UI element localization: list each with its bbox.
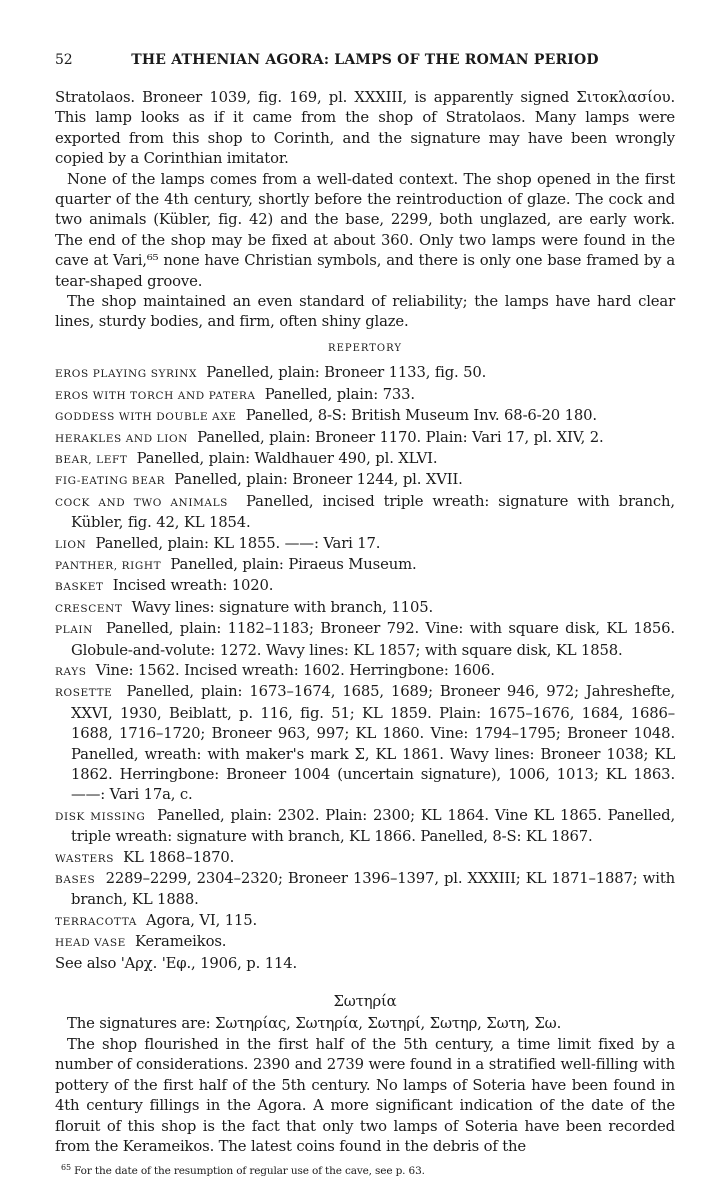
entry-text: Panelled, plain: 1673–1674, 1685, 1689; Broneer 946, 972; Jahreshefte, XXVI, 1930, Beiblatt, p. 116, fig. 51; KL 1859. Plain: 1675–1676, 1684, 1686–1688, 1716–1720; Broneer 963, 997; KL 1860. Vine: 1794–1795; Broneer 1048. Panelled, wreath: with maker's mark Σ, KL 1861. Wavy lines: Broneer 1038; KL 1862. Herringbone: Broneer 1004 (uncertain signature), 1006, 1013; KL 1863. ——: Vari 17a, c.	[71, 683, 676, 804]
paragraph: The shop maintained an even standard of reliability; the lamps have hard clear lines, sturdy bodies, and firm, often shiny glaze.	[55, 293, 675, 331]
entry-text: Panelled, plain: 2302. Plain: 2300; KL 1864. Vine KL 1865. Panelled, triple wreath: signature with branch, KL 1866. Panelled, 8-S: KL 1867.	[71, 806, 676, 846]
repertory-entry	[55, 363, 675, 384]
repertory-entry	[55, 806, 675, 848]
entry-text: Panelled, plain: Broneer 1244, pl. XVII.	[174, 471, 463, 489]
running-title: THE ATHENIAN AGORA: LAMPS OF THE ROMAN PERIOD	[131, 52, 599, 68]
entry-label: DISK MISSING	[55, 810, 146, 823]
entry-text: Kerameikos.	[134, 933, 227, 951]
entry-text: KL 1868–1870.	[123, 848, 235, 866]
entry-text: Incised wreath: 1020.	[112, 577, 274, 595]
entry-label: LION	[55, 538, 87, 551]
repertory-entry	[55, 661, 675, 682]
entry-label: WASTERS	[55, 852, 115, 865]
repertory-entry	[55, 619, 675, 661]
entry-label: BEAR, LEFT	[55, 453, 128, 466]
entry-label: FIG-EATING BEAR	[55, 475, 166, 488]
entry-text: Panelled, 8-S: British Museum Inv. 68-6-20 180.	[245, 407, 597, 425]
entry-label: COCK AND TWO ANIMALS	[55, 496, 228, 509]
entry-label: BASES	[55, 874, 96, 887]
footnote-mark: 65	[61, 1163, 71, 1173]
page-header	[55, 50, 675, 72]
repertory-entry	[55, 932, 675, 953]
repertory-entry	[55, 682, 675, 805]
entry-label: BASKET	[55, 581, 104, 594]
page-number: 52	[55, 52, 73, 68]
repertory-entry	[55, 911, 675, 932]
entry-label: RAYS	[55, 665, 87, 678]
paragraph: The shop flourished in the first half of the 5th century, a time limit fixed by a number of considerations. 2390 and 2739 were found in a stratified well-filling with pottery of the first half of the 5th century. No lamps of Soteria have been found in 4th century fillings in the Agora. A more significant indication of the date of the floruit of this shop is the fact that only two lamps of Soteria have been recorded from the Kerameikos. The latest coins found in the debris of the	[55, 1035, 675, 1155]
page	[55, 50, 675, 1178]
repertory-entry	[55, 555, 675, 576]
repertory-entry	[55, 848, 675, 869]
entry-text: Agora, VI, 115.	[146, 911, 258, 929]
entry-label: CRESCENT	[55, 602, 123, 615]
repertory-entry	[55, 492, 675, 534]
soteria-section	[55, 1014, 675, 1157]
paragraph: Stratolaos. Broneer 1039, fig. 169, pl. XXXIII, is apparently signed Σιτοκλασίου. This lamp looks as if it came from the shop of Stratolaos. Many lamps were exported from this shop to Corinth, and the signature may have been wrongly copied by a Corinthian imitator.	[55, 89, 675, 168]
repertory-entry	[55, 576, 675, 597]
entry-label: PLAIN	[55, 624, 93, 637]
paragraph: The signatures are: Σωτηρίας, Σωτηρία, Σωτηρί, Σωτηρ, Σωτη, Σω.	[67, 1015, 562, 1033]
entry-text: Panelled, plain: Broneer 1133, fig. 50.	[206, 364, 487, 382]
entry-label: GODDESS WITH DOUBLE AXE	[55, 411, 237, 424]
repertory-entry	[55, 385, 675, 406]
entry-label: PANTHER, RIGHT	[55, 559, 162, 572]
repertory-entry	[55, 428, 675, 449]
repertory-entry	[55, 470, 675, 491]
intro-section	[55, 88, 675, 333]
repertory-list	[55, 363, 675, 974]
footnote	[55, 1161, 675, 1178]
repertory-entry	[55, 406, 675, 427]
entry-text: Panelled, plain: 1182–1183; Broneer 792. Vine: with square disk, KL 1856. Globule-and-volute: 1272. Wavy lines: KL 1857; with square disk, KL 1858.	[71, 620, 675, 659]
entry-text: Panelled, plain: KL 1855. ——: Vari 17.	[95, 534, 381, 552]
repertory-entry	[55, 869, 675, 911]
entry-text: Vine: 1562. Incised wreath: 1602. Herringbone: 1606.	[95, 661, 495, 679]
entry-label: HEAD VASE	[55, 937, 126, 950]
entry-text: Panelled, plain: 733.	[264, 385, 415, 403]
entry-text: Wavy lines: signature with branch, 1105.	[131, 598, 434, 616]
entry-text: Panelled, plain: Waldhauer 490, pl. XLVI.	[136, 449, 438, 467]
repertory-entry	[55, 449, 675, 470]
entry-label: ROSETTE	[55, 687, 113, 700]
repertory-entry	[55, 598, 675, 619]
entry-text: Panelled, plain: Piraeus Museum.	[170, 555, 417, 573]
entry-label: EROS WITH TORCH AND PATERA	[55, 389, 256, 402]
entry-label: EROS PLAYING SYRINX	[55, 368, 198, 381]
repertory-heading: REPERTORY	[328, 342, 402, 354]
entry-text: Panelled, plain: Broneer 1170. Plain: Vari 17, pl. XIV, 2.	[197, 428, 604, 446]
see-also: See also 'Αρχ. 'Εφ., 1906, p. 114.	[55, 954, 298, 972]
entry-label: TERRACOTTA	[55, 915, 137, 928]
footnote-text: For the date of the resumption of regular use of the cave, see p. 63.	[74, 1165, 425, 1178]
entry-text: 2289–2299, 2304–2320; Broneer 1396–1397, pl. XXXIII; KL 1871–1887; with branch, KL 1888.	[71, 870, 676, 909]
entry-text: Panelled, incised triple wreath: signature with branch, Kübler, fig. 42, KL 1854.	[71, 492, 675, 532]
repertory-entry	[55, 534, 675, 555]
entry-label: HERAKLES AND LION	[55, 432, 188, 445]
paragraph: None of the lamps comes from a well-dated context. The shop opened in the first quarter of the 4th century, shortly before the reintroduction of glaze. The cock and two animals (Kübler, fig. 42) and the base, 2299, both unglazed, are early work. The end of the shop may be fixed at about 360. Only two lamps were found in the cave at Vari,⁶⁵ none have Christian symbols, and there is only one base framed by a tear-shaped groove.	[55, 170, 675, 290]
soteria-heading: Σωτηρία	[333, 993, 397, 1011]
